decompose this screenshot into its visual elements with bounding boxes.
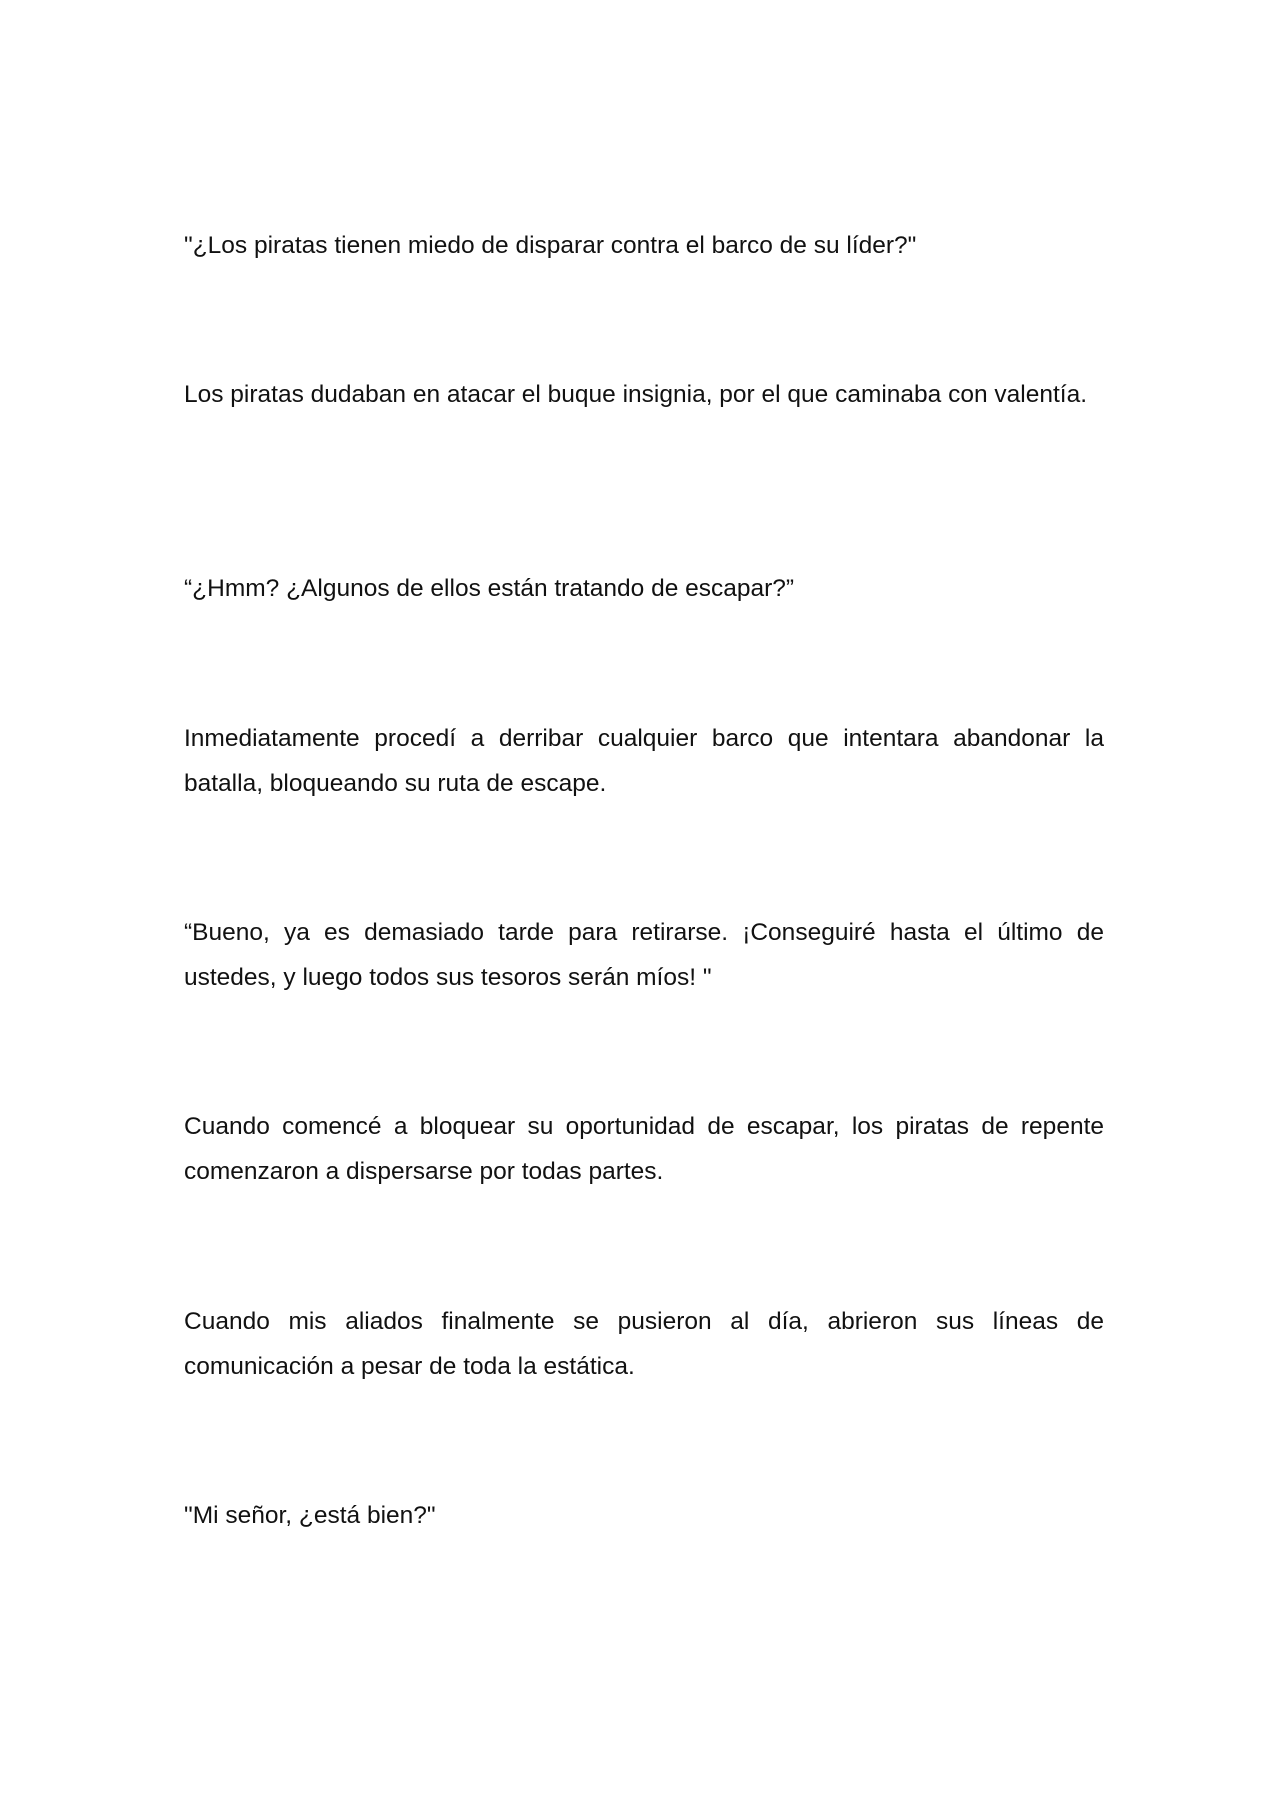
paragraph-5: “Bueno, ya es demasiado tarde para retirarse. ¡Conseguiré hasta el último de ustedes, y luego todos sus tesoros serán míos! " <box>184 919 1104 991</box>
paragraph-2: Los piratas dudaban en atacar el buque insignia, por el que caminaba con valentía. <box>184 381 1088 408</box>
paragraph-3: “¿Hmm? ¿Algunos de ellos están tratando de escapar?” <box>184 575 795 602</box>
paragraph-7: Cuando mis aliados finalmente se pusieron al día, abrieron sus líneas de comunicación a pesar de toda la estática. <box>184 1308 1104 1380</box>
paragraph-8: "Mi señor, ¿está bien?" <box>184 1502 436 1529</box>
paragraph-4: Inmediatamente procedí a derribar cualquier barco que intentara abandonar la batalla, bloqueando su ruta de escape. <box>184 725 1104 797</box>
paragraph-6: Cuando comencé a bloquear su oportunidad de escapar, los piratas de repente comenzaron a dispersarse por todas partes. <box>184 1113 1104 1185</box>
paragraph-1: "¿Los piratas tienen miedo de disparar contra el barco de su líder?" <box>184 232 917 259</box>
